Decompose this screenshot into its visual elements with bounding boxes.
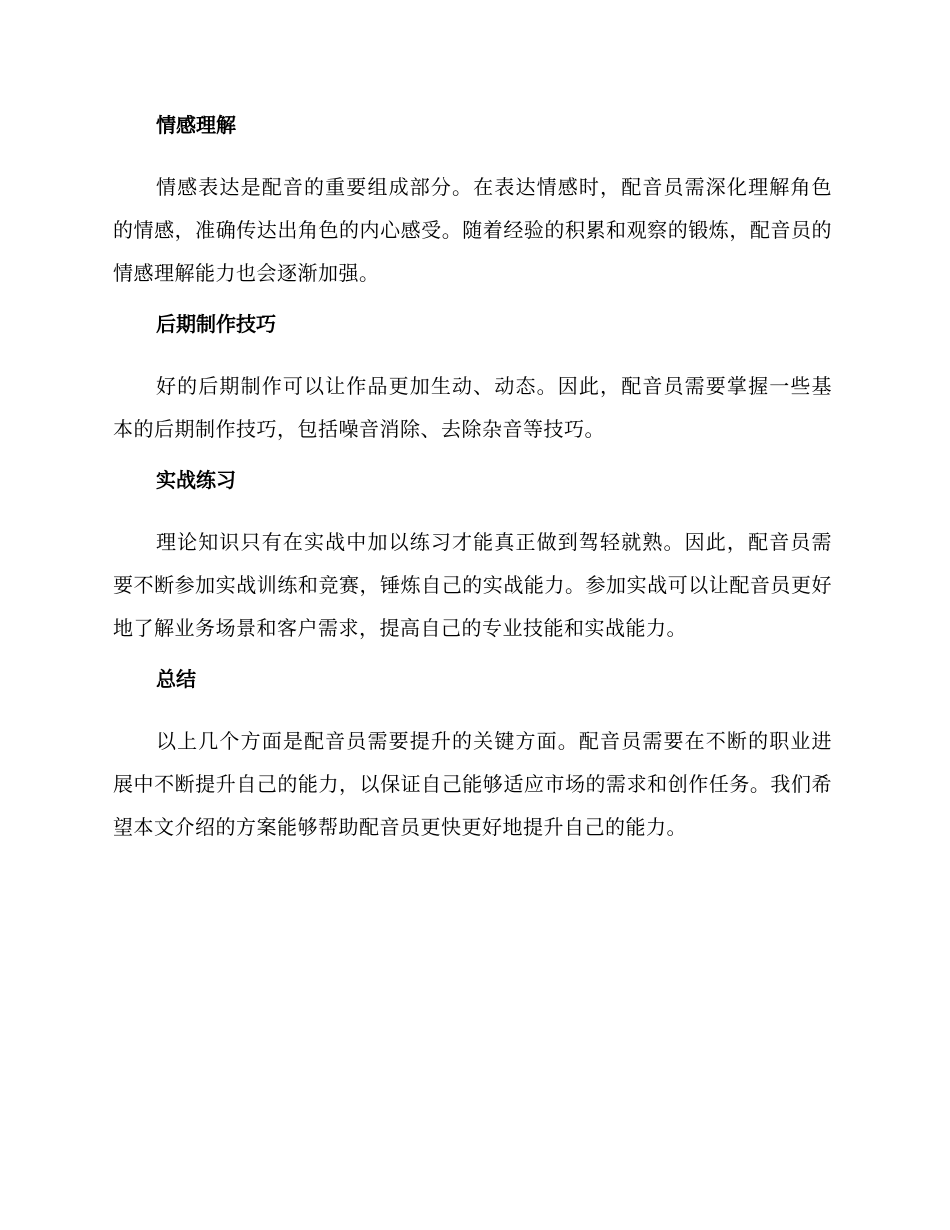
section-paragraph: 以上几个方面是配音员需要提升的关键方面。配音员需要在不断的职业进展中不断提升自己的能力，以保证自己能够适应市场的需求和创作任务。我们希望本文介绍的方案能够帮助配音员更快更好地提升自己的能力。 (113, 729, 832, 839)
section-post-production (113, 309, 832, 451)
section-heading: 后期制作技巧 (156, 312, 276, 336)
section-paragraph: 理论知识只有在实战中加以练习才能真正做到驾轻就熟。因此，配音员需要不断参加实战训练和竞赛，锤炼自己的实战能力。参加实战可以让配音员更好地了解业务场景和客户需求，提高自己的专业技能和实战能力。 (113, 530, 832, 640)
section-heading: 总结 (156, 667, 196, 691)
section-paragraph: 情感表达是配音的重要组成部分。在表达情感时，配音员需深化理解角色的情感，准确传达出角色的内心感受。随着经验的积累和观察的锻炼，配音员的情感理解能力也会逐渐加强。 (113, 175, 832, 285)
section-emotion-understanding (113, 110, 832, 295)
section-paragraph: 好的后期制作可以让作品更加生动、动态。因此，配音员需要掌握一些基本的后期制作技巧，包括噪音消除、去除杂音等技巧。 (113, 374, 832, 441)
section-heading: 实战练习 (156, 468, 236, 492)
section-heading: 情感理解 (156, 113, 236, 137)
section-practice (113, 465, 832, 650)
section-summary (113, 664, 832, 849)
